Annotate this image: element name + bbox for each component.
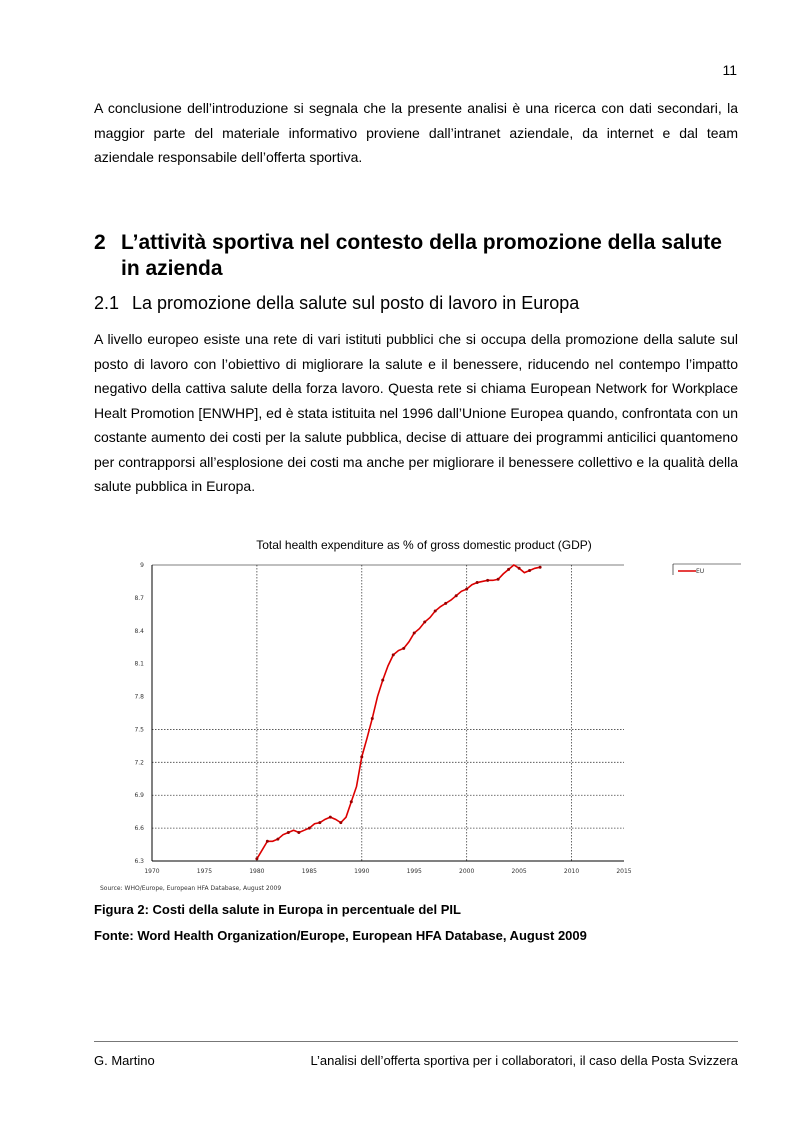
figure-caption: Figura 2: Costi della salute in Europa in percentuale del PIL xyxy=(94,902,461,917)
data-point xyxy=(539,566,542,569)
data-point xyxy=(350,800,353,803)
chart-figure xyxy=(96,530,746,895)
page-number: 11 xyxy=(722,62,737,78)
figure-source-caption: Fonte: Word Health Organization/Europe, European HFA Database, August 2009 xyxy=(94,928,587,943)
section-heading xyxy=(94,230,744,282)
y-tick-label: 8.1 xyxy=(134,660,144,668)
data-point xyxy=(423,621,426,624)
y-tick-label: 7.2 xyxy=(134,759,144,767)
data-point xyxy=(392,653,395,656)
section-title: L’attività sportiva nel contesto della promozione della salute in azienda xyxy=(121,231,722,280)
data-point xyxy=(528,569,531,572)
data-point xyxy=(434,610,437,613)
data-point xyxy=(402,647,405,650)
y-tick-label: 6.3 xyxy=(134,858,144,865)
y-tick-label: 6.9 xyxy=(134,792,144,800)
x-tick-label: 1970 xyxy=(144,868,160,875)
x-tick-label: 1975 xyxy=(196,868,213,875)
chart-source-note: Source: WHO/Europe, European HFA Database, August 2009 xyxy=(100,885,282,892)
section-paragraph: A livello europeo esiste una rete di vari istituti pubblici che si occupa della promozione della salute sul posto di lavoro con l’obiettivo di migliorare la salute e il benessere, riducendo nel contempo l’impatto negativo della cattiva salute della forza lavoro. Questa rete si chiama European Network for Workplace Healt Promotion [ENWHP], ed è stata istituita nel 1996 dall’Unione Europea quando, confrontata con un costante aumento dei costi per la salute pubblica, decise di attuare dei programmi anticilici quantomeno per contrapporsi all’esplosione dei costi ma anche per migliorare il benessere collettivo e la qualità della salute pubblica in Europa. xyxy=(94,331,738,494)
intro-paragraph: A conclusione dell’introduzione si segnala che la presente analisi è una ricerca con dati secondari, la maggior parte del materiale informativo proviene dall’intranet aziendale, da internet e dal team aziendale responsabile dell’offerta sportiva. xyxy=(94,100,738,165)
chart-title: Total health expenditure as % of gross domestic product (GDP) xyxy=(256,538,592,552)
data-point xyxy=(339,821,342,824)
subsection-heading xyxy=(94,293,579,314)
data-point xyxy=(486,579,489,582)
section-number: 2 xyxy=(94,231,106,254)
x-tick-label: 1980 xyxy=(249,868,265,875)
data-point xyxy=(308,827,311,830)
series-line-eu xyxy=(257,565,540,859)
y-tick-label: 9 xyxy=(140,562,144,569)
footer-author: G. Martino xyxy=(94,1053,155,1068)
data-point xyxy=(455,594,458,597)
chart-series xyxy=(255,565,541,860)
data-point xyxy=(497,578,500,581)
x-tick-label: 1990 xyxy=(354,868,370,875)
chart-grid xyxy=(152,565,624,861)
footer-document-title: L’analisi dell’offerta sportiva per i collaboratori, il caso della Posta Svizzera xyxy=(310,1053,738,1068)
data-point xyxy=(465,588,468,591)
data-point xyxy=(444,602,447,605)
data-point xyxy=(371,717,374,720)
data-point xyxy=(276,838,279,841)
data-point xyxy=(413,631,416,634)
x-tick-label: 2010 xyxy=(563,868,580,875)
subsection-number: 2.1 xyxy=(94,293,120,313)
data-point xyxy=(255,857,258,860)
data-point xyxy=(518,567,521,570)
y-tick-label: 8.7 xyxy=(134,594,144,602)
chart-legend xyxy=(673,564,741,575)
data-point xyxy=(266,840,269,843)
data-point xyxy=(381,679,384,682)
x-tick-label: 2000 xyxy=(459,868,475,875)
data-point xyxy=(297,831,300,834)
legend-label: EU xyxy=(696,568,705,575)
x-tick-label: 2015 xyxy=(616,868,632,875)
data-point xyxy=(329,816,332,819)
x-tick-label: 1995 xyxy=(406,868,422,875)
data-point xyxy=(476,581,479,584)
y-tick-label: 6.6 xyxy=(134,825,144,833)
chart-svg xyxy=(96,530,746,895)
data-point xyxy=(360,755,363,758)
y-tick-label: 7.5 xyxy=(134,726,144,734)
footer-divider xyxy=(94,1041,738,1042)
y-tick-label: 8.4 xyxy=(134,627,144,635)
y-tick-label: 7.8 xyxy=(134,693,144,701)
data-point xyxy=(287,831,290,834)
x-tick-label: 2005 xyxy=(511,868,527,875)
x-tick-label: 1985 xyxy=(301,868,317,875)
subsection-title: La promozione della salute sul posto di lavoro in Europa xyxy=(132,293,580,313)
data-point xyxy=(507,568,510,571)
data-point xyxy=(318,821,321,824)
